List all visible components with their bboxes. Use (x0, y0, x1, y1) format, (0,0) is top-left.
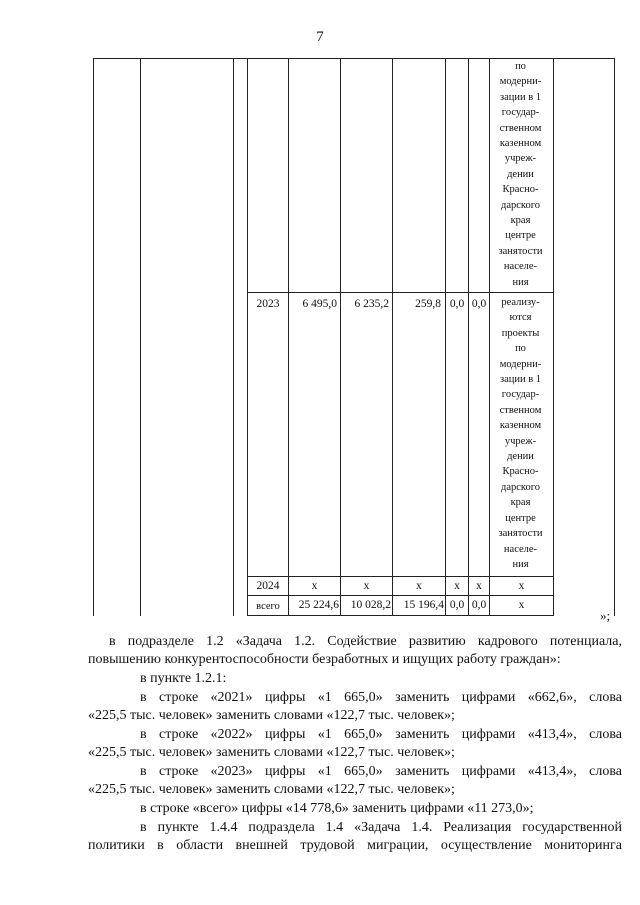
description-line: казенном (499, 138, 542, 150)
description-line: центре (505, 512, 536, 524)
paragraph-row-2022-line1: в строке «2022» цифры «1 665,0» заменить цифрами «413,4», слова (140, 727, 622, 742)
description-line: ются (509, 312, 532, 324)
cell-col5-2024: х (476, 580, 482, 592)
description-line: центре (505, 230, 536, 242)
description-line: дарского (500, 199, 541, 211)
description-line: государ- (501, 389, 540, 401)
cell-total-2023: 6 495,0 (302, 298, 337, 310)
description-line: ния (512, 558, 529, 570)
description-line: ственном (499, 122, 542, 134)
top-description-cell (493, 59, 548, 290)
description-line: населе- (503, 261, 538, 273)
description-line: ственном (499, 404, 542, 416)
description-line: реализу- (501, 297, 540, 308)
paragraph-row-2023-line2: «225,5 тыс. человек» заменить словами «122,7 тыс. человек»; (88, 782, 455, 797)
description-line: Красно- (502, 184, 539, 196)
cell-col3-2024: х (416, 580, 422, 592)
row-2023-description (493, 295, 548, 572)
column-divider (445, 58, 446, 616)
column-divider (392, 58, 393, 616)
cell-col5-2023: 0,0 (471, 298, 487, 310)
description-line: занятости (498, 245, 543, 257)
description-line: ния (512, 276, 529, 288)
description-line: занятости (498, 528, 543, 540)
cell-result-2024: х (518, 580, 525, 592)
row-year-total: всего (256, 601, 280, 612)
cell-total-total: 25 224,6 (298, 599, 339, 611)
cell-col4-total: 0,0 (449, 599, 465, 611)
column-divider (233, 58, 234, 616)
row-year-2023: 2023 (256, 298, 280, 310)
cell-col3-total: 15 196,4 (403, 599, 444, 611)
description-line: дении (507, 168, 534, 180)
cell-col2-2023: 6 235,2 (354, 298, 389, 310)
paragraph-point-1-4-4-line2: политики в области внешней трудовой миграции, осуществление мониторинга (88, 838, 622, 853)
cell-col3-2023: 259,8 (415, 298, 441, 310)
description-line: дении (507, 451, 534, 463)
description-line: проекты (501, 327, 540, 339)
column-divider (340, 58, 341, 616)
description-line: государ- (501, 107, 540, 119)
row-divider (247, 595, 553, 596)
description-line: зации в 1 (499, 374, 542, 386)
description-line: по (515, 61, 526, 72)
paragraph-point-1-2-1: в пункте 1.2.1: (140, 671, 227, 686)
cell-col2-2024: х (363, 580, 370, 592)
row-year-2024: 2024 (256, 580, 280, 592)
description-line: по (515, 343, 526, 355)
description-line: учреж- (504, 153, 537, 165)
column-divider (489, 58, 490, 616)
paragraph-point-1-4-4-line1: в пункте 1.4.4 подраздела 1.4 «Задача 1.4. Реализация государственной (140, 820, 622, 835)
table-closing-quote: »; (600, 608, 611, 623)
table-border-right (614, 58, 615, 616)
description-line: зации в 1 (499, 91, 542, 103)
table-border-bottom (247, 615, 553, 616)
column-divider (553, 58, 554, 616)
cell-result-total: х (518, 599, 525, 611)
paragraph-row-2023-line1: в строке «2023» цифры «1 665,0» заменить цифрами «413,4», слова (140, 764, 622, 779)
description-line: учреж- (504, 435, 537, 447)
description-line: казенном (499, 420, 542, 432)
cell-col2-total: 10 028,2 (350, 599, 391, 611)
table-border-left (93, 58, 94, 616)
column-divider (468, 58, 469, 616)
description-line: модерни- (499, 358, 542, 370)
paragraph-row-2021-line1: в строке «2021» цифры «1 665,0» заменить цифрами «662,6», слова (140, 690, 622, 705)
column-divider (288, 58, 289, 616)
description-line: края (510, 497, 531, 509)
description-line: модерни- (499, 76, 542, 88)
cell-col5-total: 0,0 (471, 599, 487, 611)
page-number: 7 (316, 29, 324, 45)
paragraph-subsection-1-2-line1: в подразделе 1.2 «Задача 1.2. Содействие развитию кадрового потенциала, (109, 634, 622, 649)
description-line: края (510, 215, 531, 227)
column-divider (247, 58, 248, 616)
paragraph-subsection-1-2-line2: повышению конкурентоспособности безработных и ищущих работу граждан»: (88, 652, 561, 667)
paragraph-row-2022-line2: «225,5 тыс. человек» заменить словами «122,7 тыс. человек»; (88, 745, 455, 760)
cell-col4-2024: х (454, 580, 460, 592)
description-line: Красно- (502, 466, 539, 478)
description-line: населе- (503, 543, 538, 555)
row-divider (247, 576, 553, 577)
program-table (93, 58, 615, 616)
cell-col4-2023: 0,0 (449, 298, 465, 310)
row-divider (247, 292, 553, 293)
paragraph-row-2021-line2: «225,5 тыс. человек» заменить словами «122,7 тыс. человек»; (88, 708, 455, 723)
column-divider (140, 58, 141, 616)
paragraph-row-total: в строке «всего» цифры «14 778,6» заменить цифрами «11 273,0»; (140, 801, 534, 816)
description-line: дарского (500, 481, 541, 493)
cell-total-2024: х (311, 580, 318, 592)
